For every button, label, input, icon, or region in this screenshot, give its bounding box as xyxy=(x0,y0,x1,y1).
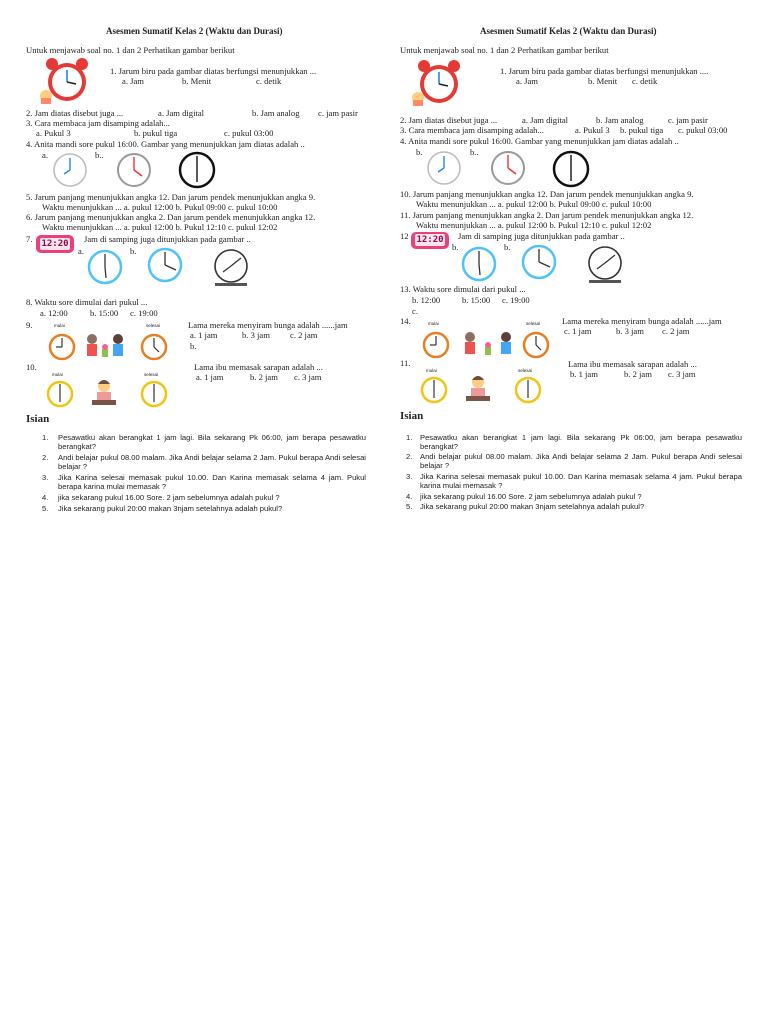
q1-option-b: b. Menit xyxy=(182,76,212,86)
q2-text: 2. Jam diatas disebut juga ... xyxy=(400,115,498,125)
q6-options: Waktu menunjukkan ... a. pukul 12:00 b. Pukul 12:10 c. pukul 12:02 xyxy=(42,222,278,232)
label-mulai: mulai xyxy=(54,323,65,328)
q2-option-a: a. Jam digital xyxy=(158,108,205,118)
clock-end-q10 xyxy=(140,380,168,408)
q12-label-b: b. xyxy=(504,242,511,252)
q7-label-b: b. xyxy=(130,246,137,256)
isian-text: Jika sekarang pukul 20:00 makan 3njam setelahnya adalah pukul? xyxy=(58,504,283,513)
label-mulai: mulai xyxy=(428,321,439,326)
q10-option-c: c. 3 jam xyxy=(294,372,322,382)
q15-number: 11. xyxy=(400,358,411,368)
q8-option-c: c. 19:00 xyxy=(130,308,158,318)
clock-q7-a xyxy=(86,248,124,286)
q10-option-a: a. 1 jam xyxy=(196,372,224,382)
digital-clock-readout: 12:20 xyxy=(41,239,69,249)
q8-option-b: b. 15:00 xyxy=(90,308,119,318)
q1-text: 1. Jarum biru pada gambar diatas berfungsi menunjukkan ... xyxy=(110,66,317,76)
label-selesai-2: selesai xyxy=(144,372,159,377)
mother-cooking-illustration xyxy=(462,374,494,404)
isian-number: 3. xyxy=(406,472,413,481)
clock-q12-b xyxy=(520,243,558,281)
q10-option-b: b. 2 jam xyxy=(250,372,278,382)
isian-number: 4. xyxy=(406,492,413,501)
q15-text: Lama ibu memasak sarapan adalah ... xyxy=(568,359,697,369)
digital-clock-icon xyxy=(411,232,449,249)
q9-text: Lama mereka menyiram bunga adalah ......jam xyxy=(188,320,348,330)
q10-number: 10. xyxy=(26,362,37,372)
q13-option-a: b. 12:00 xyxy=(412,295,441,305)
label-mulai-2: mulai xyxy=(52,372,63,377)
worksheet-left xyxy=(24,0,384,1024)
q2-option-c: c. jam pasir xyxy=(668,115,708,125)
isian-text: Andi belajar pukul 08.00 malam. Jika Andi belajar selama 2 Jam. Pukul berapa Andi selesai belajar ? xyxy=(420,452,742,471)
clock-option-a xyxy=(52,152,88,188)
q3-option-b: b. pukul tiga xyxy=(134,128,178,138)
clock-end-q14 xyxy=(522,331,550,359)
digital-clock-readout: 12:20 xyxy=(416,235,444,245)
q1-option-c: c. detik xyxy=(256,76,282,86)
clock-option-b xyxy=(490,150,526,186)
q14-option-a: c. 1 jam xyxy=(564,326,592,336)
q15-option-a: b. 1 jam xyxy=(570,369,598,379)
q9-option-c: c. 2 jam xyxy=(290,330,318,340)
clock-option-b xyxy=(116,152,152,188)
q13-text: 13. Waktu sore dimulai dari pukul ... xyxy=(400,284,526,294)
clock-end-q15 xyxy=(514,376,542,404)
clock-start-q15 xyxy=(420,376,448,404)
label-selesai-2: selesai xyxy=(518,368,533,373)
q7-text: Jam di samping juga ditunjukkan pada gambar .. xyxy=(84,234,251,244)
clock-end-q9 xyxy=(140,333,168,361)
q13-option-b: b. 15:00 xyxy=(462,295,491,305)
q12-text: Jam di samping juga ditunjukkan pada gambar .. xyxy=(458,231,625,241)
q4-label-b: b.. xyxy=(95,150,104,160)
q9-extra-label: b. xyxy=(190,341,197,351)
q1-text: 1. Jarum biru pada gambar diatas berfungsi menunjukkan .... xyxy=(500,66,709,76)
q1-option-c: c. detik xyxy=(632,76,658,86)
q13-option-c: c. 19:00 xyxy=(502,295,530,305)
q13-extra-label: c. xyxy=(412,306,418,316)
clock-option-a xyxy=(426,150,462,186)
q10-text: 10. Jarum panjang menunjukkan angka 12. Dan jarum pendek menunjukkan angka 9. xyxy=(400,189,694,199)
isian-number: 4. xyxy=(42,493,49,502)
children-watering-illustration xyxy=(460,329,516,359)
q2-option-b: b. Jam analog xyxy=(252,108,300,118)
q15-option-b: b. 2 jam xyxy=(624,369,652,379)
q5-text: 5. Jarum panjang menunjukkan angka 12. Dan jarum pendek menunjukkan angka 9. xyxy=(26,192,316,202)
q8-text: 8. Waktu sore dimulai dari pukul ... xyxy=(26,297,148,307)
isian-heading: Isian xyxy=(400,410,424,422)
label-mulai-2: mulai xyxy=(426,368,437,373)
q12-number: 12 xyxy=(400,231,409,241)
q2-option-a: a. Jam digital xyxy=(522,115,569,125)
q15-option-c: c. 3 jam xyxy=(668,369,696,379)
q3-text: 3. Cara membaca jam disamping adalah... xyxy=(400,125,544,135)
q1-option-a: a. Jam xyxy=(122,76,144,86)
q3-option-a: a. Pukul 3 xyxy=(36,128,71,138)
q3-text: 3. Cara membaca jam disamping adalah... xyxy=(26,118,170,128)
isian-number: 1. xyxy=(406,433,413,442)
clock-start-q14 xyxy=(422,331,450,359)
q4-label-a: a. xyxy=(42,150,48,160)
worksheet-title: Asesmen Sumatif Kelas 2 (Waktu dan Durasi) xyxy=(480,26,657,36)
intro-text: Untuk menjawab soal no. 1 dan 2 Perhatikan gambar berikut xyxy=(400,45,609,55)
q9-option-a: a. 1 jam xyxy=(190,330,218,340)
isian-number: 2. xyxy=(42,453,49,462)
q7-label-a: a. xyxy=(78,246,84,256)
q1-option-a: a. Jam xyxy=(516,76,538,86)
isian-number: 5. xyxy=(406,502,413,511)
label-selesai: selesai xyxy=(146,323,161,328)
q10-text: Lama ibu memasak sarapan adalah ... xyxy=(194,362,323,372)
clock-option-c xyxy=(552,149,590,189)
clock-q12-c xyxy=(586,245,624,285)
digital-clock-icon xyxy=(36,235,74,253)
mother-cooking-illustration xyxy=(88,378,120,408)
clock-q7-b xyxy=(146,246,184,284)
worksheet-right xyxy=(398,0,758,1024)
q14-option-b: b. 3 jam xyxy=(616,326,644,336)
clock-q7-c xyxy=(212,248,250,288)
alarm-clock-illustration xyxy=(408,58,470,106)
q14-option-c: c. 2 jam xyxy=(662,326,690,336)
alarm-clock-illustration xyxy=(36,56,98,104)
q12-label-a: b. xyxy=(452,242,459,252)
isian-number: 1. xyxy=(42,433,49,442)
q1-option-b: b. Menit xyxy=(588,76,618,86)
q11-options: Waktu menunjukkan ... a. pukul 12:00 b. Pukul 12:10 c. pukul 12:02 xyxy=(416,220,652,230)
clock-option-c xyxy=(178,151,216,189)
q9-number: 9. xyxy=(26,320,33,330)
q3-option-c: c. pukul 03:00 xyxy=(224,128,274,138)
q4-text: 4. Anita mandi sore pukul 16:00. Gambar yang menunjukkan jam diatas adalah .. xyxy=(26,139,305,149)
isian-heading: Isian xyxy=(26,413,50,425)
isian-text: jika sekarang pukul 16.00 Sore. 2 jam sebelumnya adalah pukul ? xyxy=(58,493,280,502)
q6-text: 6. Jarum panjang menunjukkan angka 2. Dan jarum pendek menunjukkan angka 12. xyxy=(26,212,316,222)
worksheet-title: Asesmen Sumatif Kelas 2 (Waktu dan Durasi) xyxy=(106,26,283,36)
intro-text: Untuk menjawab soal no. 1 dan 2 Perhatikan gambar berikut xyxy=(26,45,235,55)
q4-label-b: b.. xyxy=(470,147,479,157)
isian-text: Jika Karina selesai memasak pukul 10.00. Dan Karina memasak selama 4 jam. Pukul berapa karina mulai memasak ? xyxy=(420,472,742,491)
children-watering-illustration xyxy=(82,331,128,361)
q3-option-c: c. pukul 03:00 xyxy=(678,125,728,135)
q2-option-c: c. jam pasir xyxy=(318,108,358,118)
isian-number: 5. xyxy=(42,504,49,513)
label-selesai: selesai xyxy=(526,321,541,326)
q2-option-b: b. Jam analog xyxy=(596,115,644,125)
q5-options: Waktu menunjukkan ... a. pukul 12:00 b. Pukul 09:00 c. pukul 10:00 xyxy=(42,202,278,212)
clock-q12-a xyxy=(460,245,498,283)
clock-start-q10 xyxy=(46,380,74,408)
q14-number: 14. xyxy=(400,316,411,326)
q11-text: 11. Jarum panjang menunjukkan angka 2. Dan jarum pendek menunjukkan angka 12. xyxy=(400,210,694,220)
q14-text: Lama mereka menyiram bunga adalah ......jam xyxy=(562,316,722,326)
q7-number: 7. xyxy=(26,234,33,244)
q3-option-b: b. pukul tiga xyxy=(620,125,664,135)
isian-number: 3. xyxy=(42,473,49,482)
isian-text: Jika sekarang pukul 20:00 makan 3njam setelahnya adalah pukul? xyxy=(420,502,645,511)
clock-start-q9 xyxy=(48,333,76,361)
isian-text: jika sekarang pukul 16.00 Sore. 2 jam sebelumnya adalah pukul ? xyxy=(420,492,642,501)
q3-option-a: a. Pukul 3 xyxy=(575,125,610,135)
q2-text: 2. Jam diatas disebut juga ... xyxy=(26,108,124,118)
isian-text: Pesawatku akan berangkat 1 jam lagi. Bila sekarang Pk 06:00, jam berapa pesawatku berangkat? xyxy=(420,433,742,452)
q10-options: Waktu menunjukkan ... a. pukul 12:00 b. Pukul 09:00 c. pukul 10:00 xyxy=(416,199,652,209)
q8-option-a: a. 12:00 xyxy=(40,308,68,318)
q4-text: 4. Anita mandi sore pukul 16:00. Gambar yang menunjukkan jam diatas adalah .. xyxy=(400,136,679,146)
q4-label-a: b. xyxy=(416,147,423,157)
isian-text: Jika Karina selesai memasak pukul 10.00. Dan Karina memasak selama 4 jam. Pukul berapa karina mulai memasak ? xyxy=(58,473,366,492)
isian-text: Andi belajar pukul 08.00 malam. Jika Andi belajar selama 2 Jam. Pukul berapa Andi selesai belajar ? xyxy=(58,453,366,472)
q9-option-b: b. 3 jam xyxy=(242,330,270,340)
isian-text: Pesawatku akan berangkat 1 jam lagi. Bila sekarang Pk 06:00, jam berapa pesawatku berangkat? xyxy=(58,433,366,452)
isian-number: 2. xyxy=(406,452,413,461)
